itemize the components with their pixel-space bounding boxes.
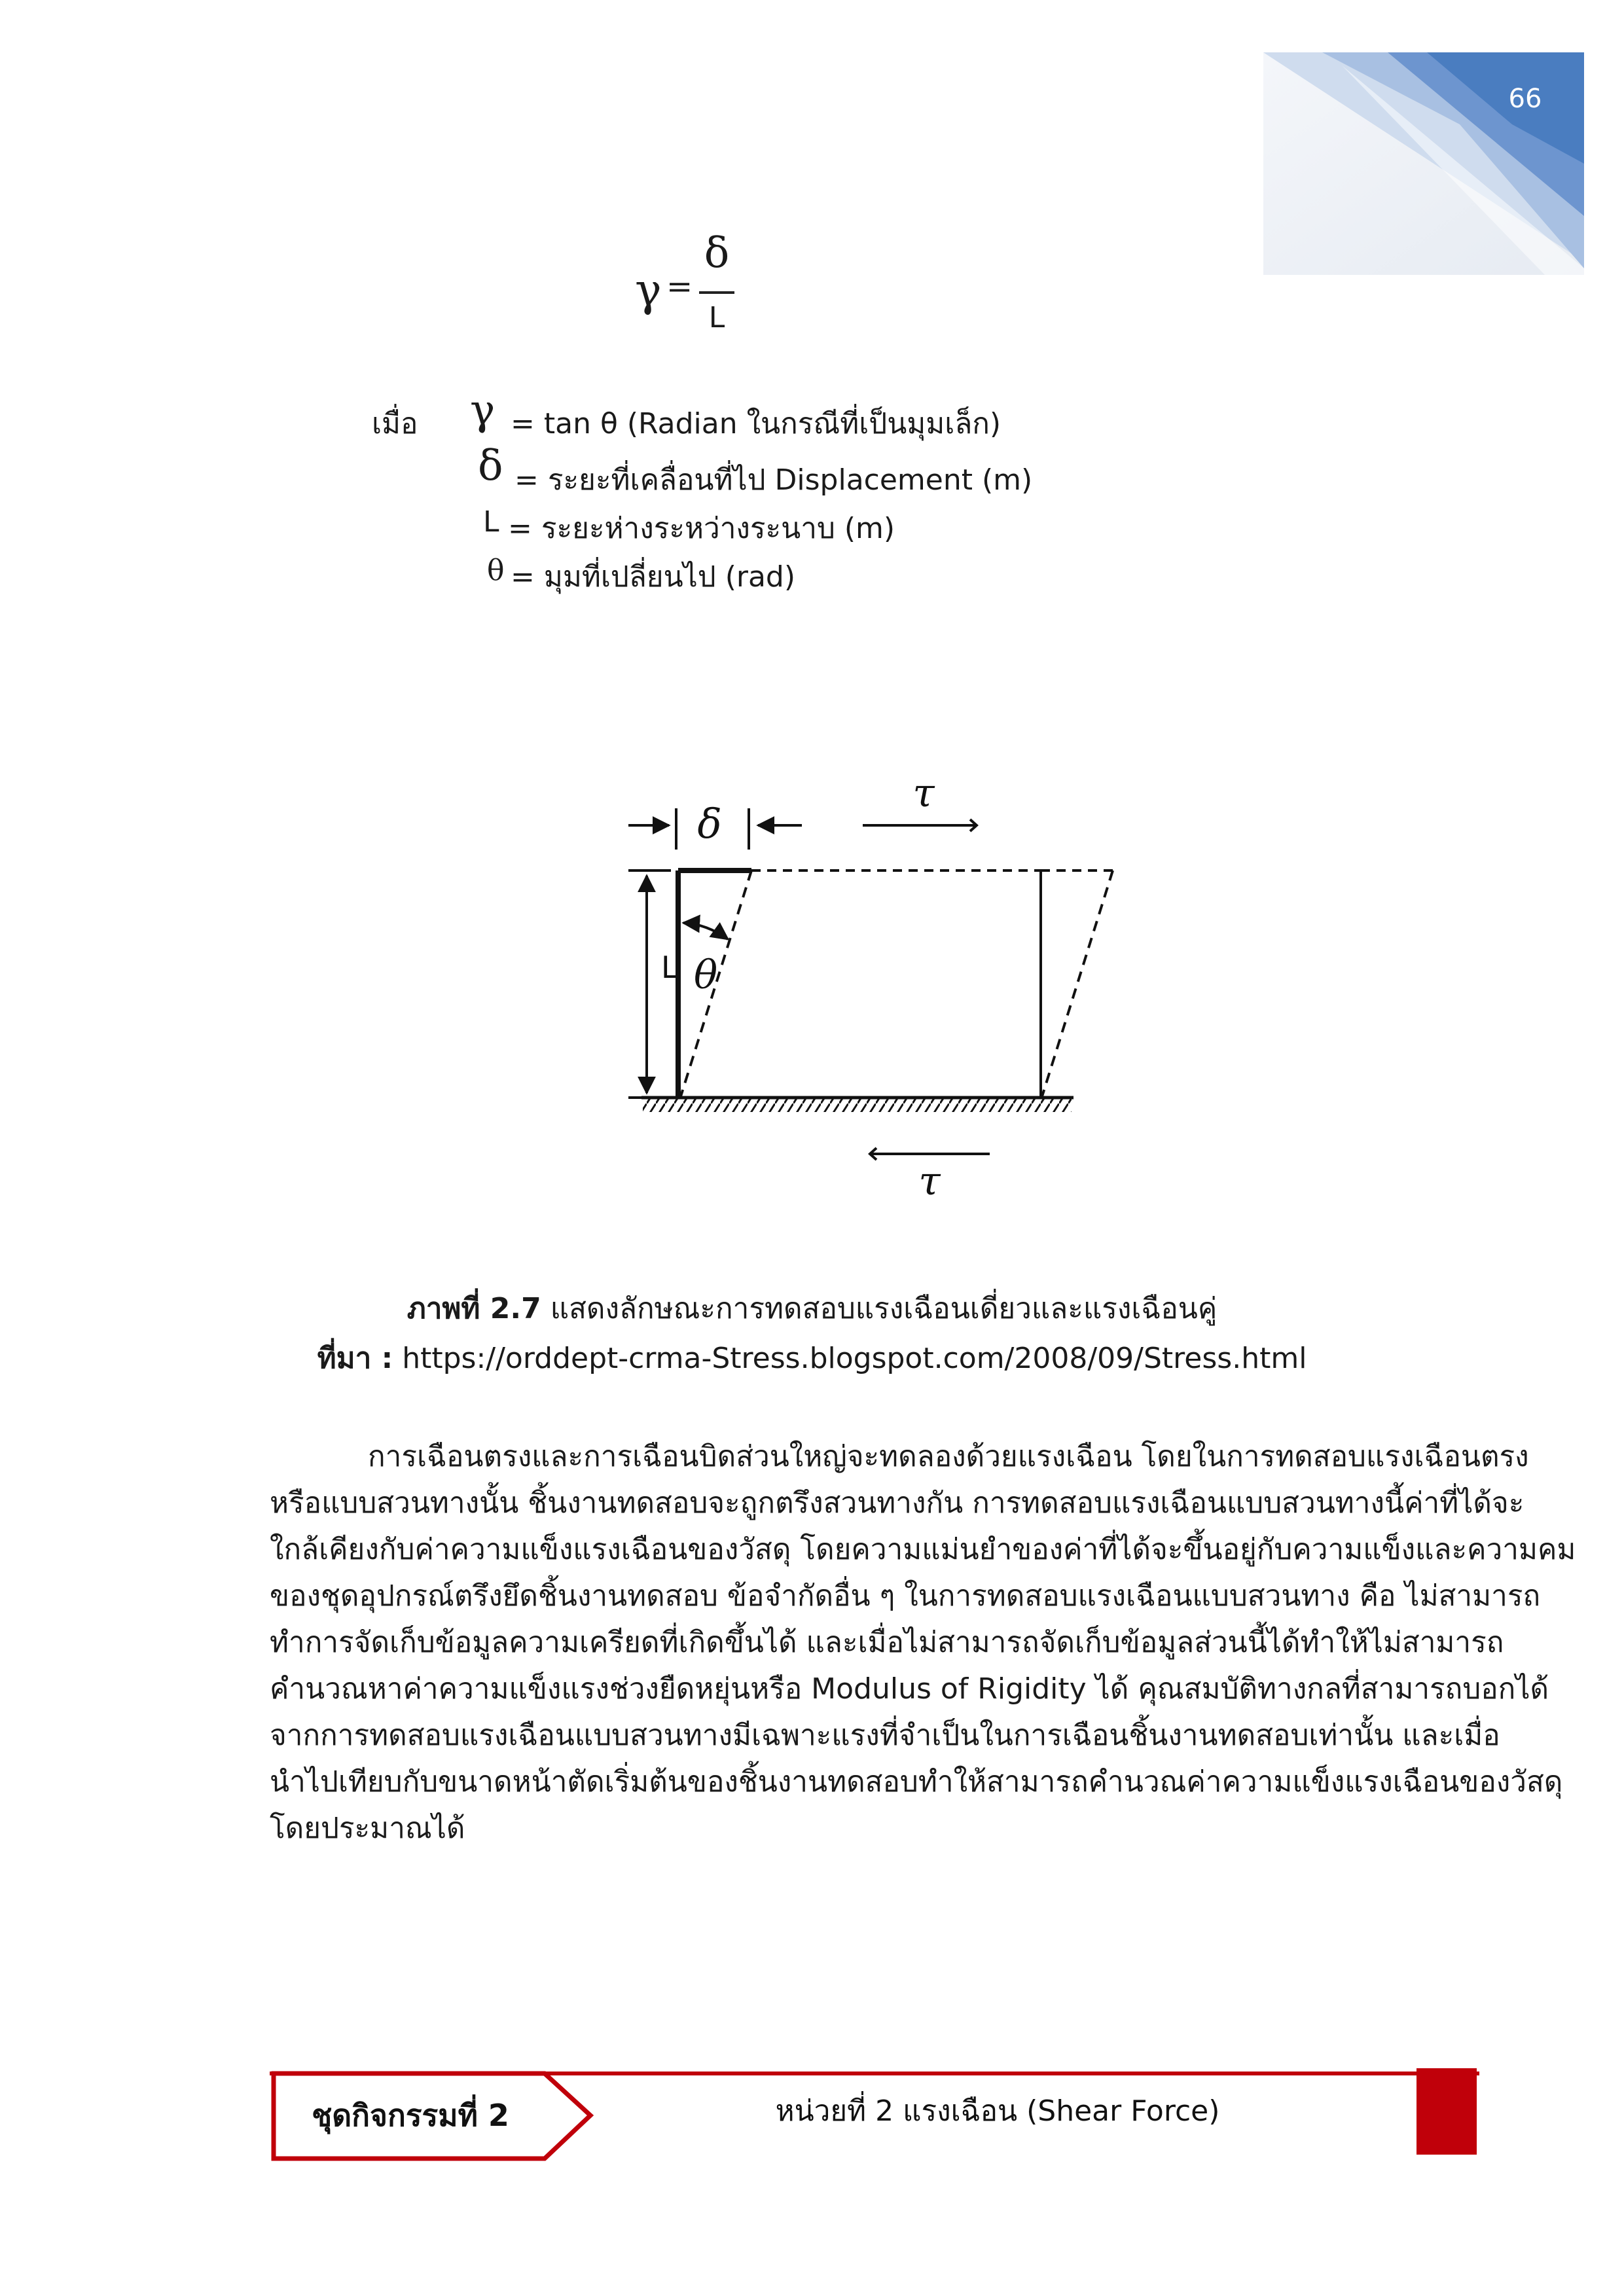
delta-label: δ — [697, 800, 722, 848]
def-text-length: = ระยะห่างระหว่างระนาบ (m) — [508, 512, 895, 545]
def-symbol-delta: δ — [478, 442, 503, 490]
paragraph-line: ใกล้เคียงกับค่าความแข็งแรงเฉือนของวัสดุ โดยความแม่นยำของค่าที่ได้จะขึ้นอยู่กับความแข็งและความคม — [270, 1533, 1576, 1566]
figure-source — [0, 1335, 1624, 1381]
tau-top-label: τ — [912, 772, 935, 816]
paragraph-line: ของชุดอุปกรณ์ตรึงยึดชิ้นงานทดสอบ ข้อจำกัดอื่น ๆ ในการทดสอบแรงเฉือนแบบสวนทาง คือ ไม่สามารถ — [270, 1579, 1541, 1613]
theta-arc — [683, 923, 728, 939]
shear-deformation-figure — [628, 772, 1126, 1217]
sheared-right-edge — [1042, 870, 1113, 1096]
def-text-delta: = ระยะที่เคลื่อนที่ไป Displacement (m) — [514, 463, 1033, 497]
paragraph-line: นำไปเทียบกับขนาดหน้าตัดเริ่มต้นของชิ้นงานทดสอบทำให้สามารถคำนวณค่าความแข็งแรงเฉือนของวัสดุ — [270, 1765, 1563, 1799]
ground-hatch — [643, 1099, 1072, 1112]
paragraph-line: โดยประมาณได้ — [270, 1812, 465, 1845]
page-number: 66 — [1508, 84, 1542, 114]
unit-label: หน่วยที่ 2 แรงเฉือน (Shear Force) — [775, 2094, 1220, 2128]
paragraph-line: ทำการจัดเก็บข้อมูลความเครียดที่เกิดขึ้นได้ และเมื่อไม่สามารถจัดเก็บข้อมูลส่วนนี้ได้ทำให้ไม่สามารถ — [270, 1626, 1504, 1659]
formula-numerator: δ — [704, 229, 730, 278]
paragraph-line: การเฉือนตรงและการเฉือนบิดส่วนใหญ่จะทดลองด้วยแรงเฉือน โดยในการทดสอบแรงเฉือนตรง — [368, 1440, 1529, 1473]
figure-caption — [0, 1285, 1624, 1331]
paragraph-line: หรือแบบสวนทางนั้น ชิ้นงานทดสอบจะถูกตรึงสวนทางกัน การทดสอบแรงเฉือนแบบสวนทางนี้ค่าที่ได้จะ — [270, 1486, 1525, 1520]
formula-gamma: γ — [635, 265, 662, 317]
footer-banner — [270, 2068, 1479, 2166]
length-label: L — [661, 950, 678, 985]
formula-equals: = — [666, 268, 693, 305]
shear-strain-formula — [589, 229, 759, 347]
paragraph-line: จากการทดสอบแรงเฉือนแบบสวนทางมีเฉพาะแรงที่จำเป็นในการเฉือนชิ้นงานทดสอบเท่านั้น และเมื่อ — [270, 1719, 1500, 1752]
activity-label: ชุดกิจกรรมที่ 2 — [312, 2098, 509, 2133]
def-symbol-length: L — [483, 505, 499, 539]
fraction-bar — [699, 291, 734, 294]
definitions-intro: เมื่อ — [372, 407, 418, 440]
def-text-gamma: = tan θ (Radian ในกรณีที่เป็นมุมเล็ก) — [511, 407, 1001, 440]
paragraph-line: คำนวณหาค่าความแข็งแรงช่วงยืดหยุ่นหรือ Modulus of Rigidity ได้ คุณสมบัติทางกลที่สามารถบอกได้ — [270, 1672, 1549, 1706]
source-label: ที่มา : — [317, 1342, 393, 1375]
tau-bottom-label: τ — [918, 1158, 941, 1204]
def-symbol-theta: θ — [487, 554, 505, 587]
theta-label: θ — [693, 952, 718, 998]
figure-title: แสดงลักษณะการทดสอบแรงเฉือนเดี่ยวและแรงเฉือนคู่ — [550, 1292, 1218, 1325]
footer-red-block — [1416, 2068, 1477, 2155]
figure-number: ภาพที่ 2.7 — [406, 1292, 541, 1325]
def-symbol-gamma: γ — [470, 386, 496, 435]
source-url: https://orddept-crma-Stress.blogspot.com/2008/09/Stress.html — [402, 1342, 1307, 1375]
def-text-theta: = มุมที่เปลี่ยนไป (rad) — [511, 560, 796, 594]
formula-denominator: L — [708, 301, 725, 334]
body-paragraph — [270, 1433, 1576, 1852]
